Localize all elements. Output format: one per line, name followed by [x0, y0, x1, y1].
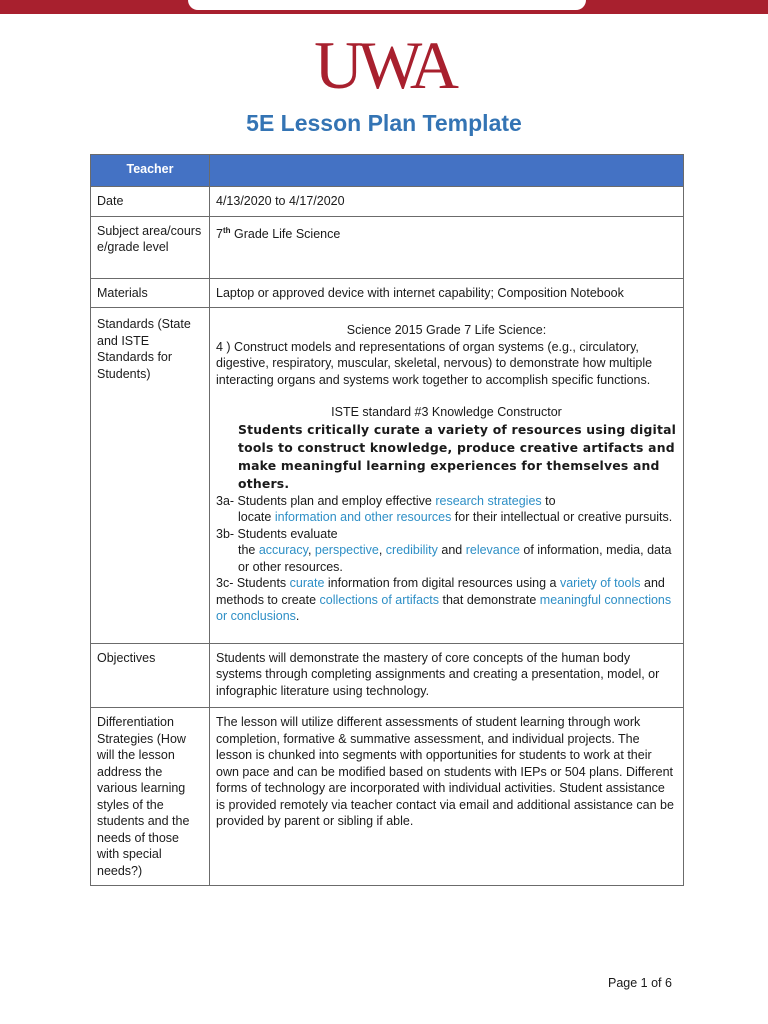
research-strategies-link[interactable]: research strategies	[435, 493, 542, 508]
s3c-text: and methods to create	[216, 576, 665, 607]
materials-label: Materials	[91, 278, 210, 308]
s3b-text: the	[238, 543, 259, 557]
standard-3a-cont	[216, 509, 677, 526]
differentiation-value: The lesson will utilize different assessments of student learning through work completion, formative & summative assessment, and individual projects. The lesson is chunked into segments with opportunities for students to work at their own pace and can be modified based on students with IEPs or 504 plans. Different forms of technology are incorporated with individual activities. Student assistance is provided remotely via teacher contact via email and additional assistance can be provided by parent or sibling if able.	[210, 708, 684, 886]
perspective-link[interactable]: perspective	[314, 543, 379, 557]
subject-value	[210, 216, 684, 278]
subject-text: Grade Life Science	[230, 226, 341, 241]
table-row	[91, 278, 684, 308]
s3c-text: 3c- Students	[216, 576, 290, 590]
differentiation-label: Differentiation Strategies (How will the lesson address the various learning styles of the students and the needs of those with special needs?)	[91, 708, 210, 886]
curate-link[interactable]: curate	[289, 576, 325, 590]
grade-number: 7	[216, 226, 223, 241]
meaningful-connections-link[interactable]: meaningful connections or conclusions	[216, 592, 672, 623]
date-value: 4/13/2020 to 4/17/2020	[210, 187, 684, 217]
standard-3b: 3b- Students evaluate	[216, 526, 338, 541]
table-row	[91, 155, 684, 187]
s3c-text: that demonstrate	[439, 592, 540, 607]
s3c-text: information from digital resources using a	[324, 576, 560, 590]
table-row	[91, 308, 684, 644]
s3c-text: .	[295, 609, 300, 623]
s3b-text: of information, media, data or other resources.	[238, 543, 672, 574]
grade-superscript: th	[222, 225, 231, 235]
science-text: 4 ) Construct models and representations of organ systems (e.g., circulatory, digestive, respiratory, muscular, skeletal, nervous) to demonstrate how multiple interacting organs and systems work together to accomplish specific functions.	[216, 339, 653, 387]
s3b-text: ,	[307, 543, 315, 557]
s3a-text: 3a- Students plan and employ effective	[216, 493, 436, 508]
s3a-text: to	[541, 493, 556, 508]
science-heading: Science 2015 Grade 7 Life Science:	[346, 323, 547, 337]
s3a-text: for their intellectual or creative pursuits.	[451, 510, 673, 524]
subject-label: Subject area/course/grade level	[91, 216, 210, 278]
objectives-value: Students will demonstrate the mastery of core concepts of the human body systems through completing assignments and creating a presentation, model, or infographic literature using technology.	[210, 643, 684, 708]
materials-value: Laptop or approved device with internet capability; Composition Notebook	[210, 278, 684, 308]
standard-3a	[216, 493, 677, 510]
standard-3c	[216, 575, 677, 625]
s3b-text: ,	[378, 543, 386, 557]
relevance-link[interactable]: relevance	[465, 543, 520, 557]
table-row	[91, 643, 684, 708]
table-row	[91, 187, 684, 217]
variety-of-tools-link[interactable]: variety of tools	[559, 576, 641, 590]
credibility-link[interactable]: credibility	[385, 543, 438, 557]
banner-notch	[188, 0, 586, 10]
iste-bold-span: Students critically curate a variety of resources using digital tools to construct knowledge, produce creative artifacts and make meaningful learning experiences for themselves and others.	[238, 421, 677, 491]
s3a-text: locate	[238, 510, 275, 524]
iste-bold-text	[216, 421, 677, 493]
collections-of-artifacts-link[interactable]: collections of artifacts	[319, 592, 440, 607]
page-title: 5E Lesson Plan Template	[246, 110, 522, 136]
uwa-logo: UWA	[314, 27, 454, 103]
information-resources-link[interactable]: information and other resources	[274, 510, 452, 524]
standard-3b-cont	[216, 542, 677, 575]
lesson-plan-table	[90, 154, 684, 886]
page-number: Page 1 of 6	[608, 976, 672, 990]
standards-label: Standards (State and ISTE Standards for Students)	[91, 308, 210, 644]
objectives-label: Objectives	[91, 643, 210, 708]
top-banner	[0, 0, 768, 14]
accuracy-link[interactable]: accuracy	[258, 543, 308, 557]
table-row	[91, 708, 684, 886]
teacher-value	[210, 155, 684, 187]
standards-value	[210, 308, 684, 644]
iste-heading: ISTE standard #3 Knowledge Constructor	[331, 405, 562, 419]
s3b-text: and	[437, 543, 466, 557]
date-label: Date	[91, 187, 210, 217]
table-row	[91, 216, 684, 278]
teacher-header: Teacher	[91, 155, 210, 187]
